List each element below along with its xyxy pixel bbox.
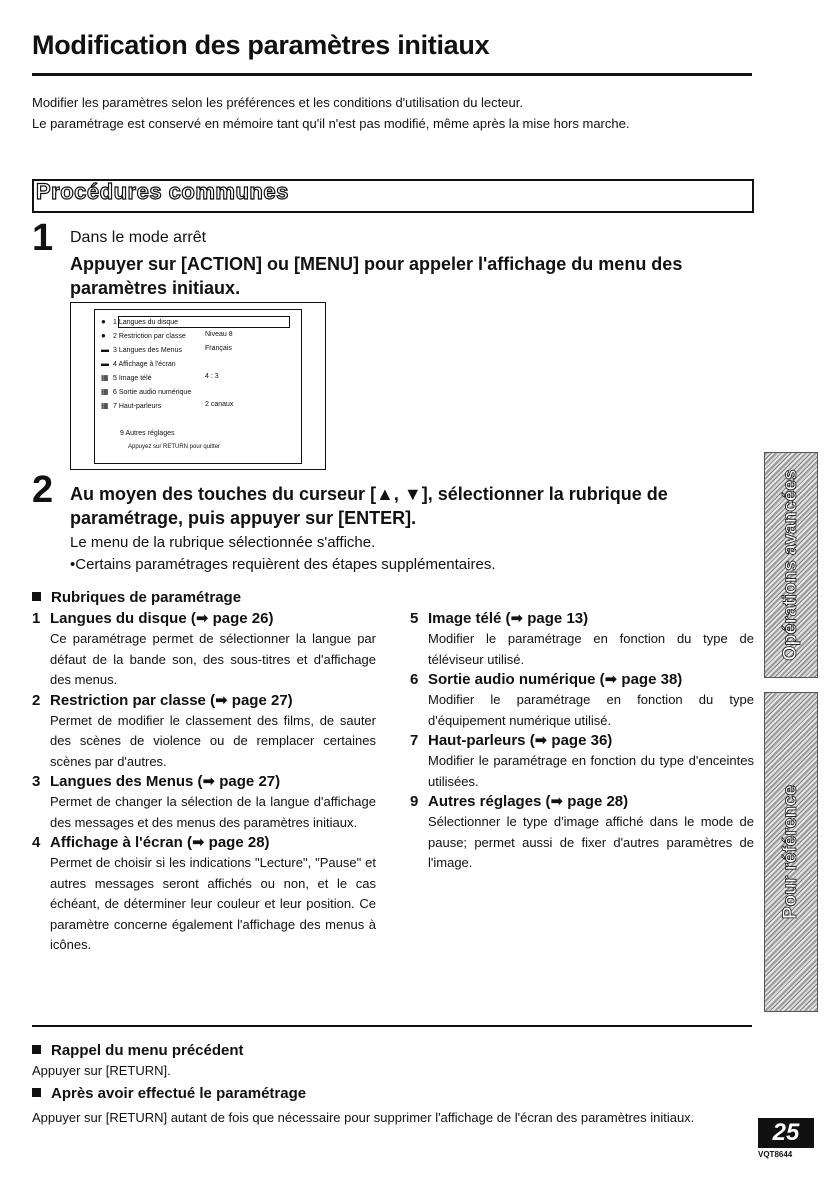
list-item: 6 Sortie audio numérique (➡ page 38) Modifier le paramétrage en fonction du type d'équipement numérique utilisé. (410, 671, 754, 728)
menu-icon: ▬ (101, 359, 109, 368)
document-code: VQT8644 (758, 1150, 793, 1159)
tv-icon: ▦ (101, 373, 109, 382)
rappel-text: Appuyer sur [RETURN]. (32, 1063, 171, 1078)
side-tab-label: Opérations avancées (780, 469, 801, 661)
step-1-pre: Dans le mode arrêt (70, 229, 207, 246)
step-2-note-2: •Certains paramétrages requièrent des étapes supplémentaires. (70, 556, 496, 573)
apres-text: Appuyer sur [RETURN] autant de fois que nécessaire pour supprimer l'affichage de l'écran des paramètres initiaux. (32, 1110, 695, 1125)
menu-row-4: ▬ 4 Affichage à l'écran (101, 359, 176, 368)
rubriques-left-column (32, 609, 376, 956)
intro-line-1: Modifier les paramètres selon les préférences et les conditions d'utilisation du lecteur. (32, 95, 523, 110)
side-tab-label: Pour référence (780, 784, 801, 920)
menu-row-other: 9 Autres réglages (120, 430, 175, 437)
step-2-instruction: Au moyen des touches du curseur [▲, ▼], sélectionner la rubrique de paramétrage, puis appuyer sur [ENTER]. (70, 484, 668, 528)
title-rule (32, 73, 752, 76)
disc-icon: ● (101, 317, 106, 326)
list-item: 1 Langues du disque (➡ page 26) Ce paramétrage permet de sélectionner la langue par défaut de la bande son, des sous-titres et d'affichage des menus. (32, 610, 376, 687)
list-item: 9 Autres réglages (➡ page 28) Sélectionner le type d'image affiché dans le mode de pause; permet aussi de fixer d'autres paramètres de l'image. (410, 793, 754, 870)
bullet-square-icon (32, 592, 41, 601)
step-1-instruction: Appuyer sur [ACTION] ou [MENU] pour appeler l'affichage du menu des paramètres initiaux. (70, 254, 683, 298)
menu-row-5: ▦ 5 Image télé 4 : 3 (101, 373, 219, 382)
tv-icon: ▦ (101, 387, 109, 396)
disc-icon: ● (101, 331, 106, 340)
menu-row-6: ▦ 6 Sortie audio numérique (101, 387, 192, 396)
list-item: 7 Haut-parleurs (➡ page 36) Modifier le paramétrage en fonction du type d'enceintes utilisées. (410, 732, 754, 789)
step-2-note-1: Le menu de la rubrique sélectionnée s'affiche. (70, 534, 376, 551)
tv-icon: ▦ (101, 401, 109, 410)
side-tab-operations-avancees (764, 452, 818, 678)
intro-line-2: Le paramétrage est conservé en mémoire tant qu'il n'est pas modifié, même après la mise hors marche. (32, 116, 630, 131)
procedures-label: Procédures communes (36, 179, 289, 204)
menu-icon: ▬ (101, 345, 109, 354)
apres-heading: Après avoir effectué le paramétrage (32, 1085, 306, 1102)
bottom-rule (32, 1025, 752, 1027)
page-title: Modification des paramètres initiaux (32, 30, 490, 60)
rubriques-heading: Rubriques de paramétrage (32, 589, 241, 606)
step-2-number: 2 (32, 469, 54, 511)
step-1-number: 1 (32, 217, 54, 259)
menu-footer: Appuyez sur RETURN pour quitter (128, 444, 221, 450)
list-item: 2 Restriction par classe (➡ page 27) Permet de modifier le classement des films, de sauter des scènes de violence ou de remplacer certaines scènes par d'autres. (32, 691, 376, 769)
rubriques-right-column (410, 609, 754, 874)
step-2-notes (70, 532, 496, 576)
rappel-heading: Rappel du menu précédent (32, 1042, 244, 1059)
side-tab-pour-reference (764, 692, 818, 1012)
bullet-square-icon (32, 1045, 41, 1054)
menu-row-7: ▦ 7 Haut-parleurs 2 canaux (101, 401, 234, 410)
list-item: 5 Image télé (➡ page 13) Modifier le paramétrage en fonction du type de téléviseur utilisé. (410, 610, 754, 667)
list-item: 4 Affichage à l'écran (➡ page 28) Permet de choisir si les indications "Lecture", "Pause" et autres messages seront affichés ou non, et le cas échéant, de déterminer leur couleur et leur position. Ce paramètre concerne également l'affichage des menus à icônes. (32, 834, 376, 952)
bullet-square-icon (32, 1088, 41, 1097)
list-item: 3 Langues des Menus (➡ page 27) Permet de changer la sélection de la langue d'affichage des messages et des menus des paramètres initiaux. (32, 773, 376, 830)
page-number: 25 (758, 1118, 814, 1148)
menu-row-1: ● 1 Langues du disque (101, 317, 178, 326)
menu-row-3: ▬ 3 Langues des Menus Français (101, 345, 232, 354)
menu-row-2: ● 2 Restriction par classe Niveau 8 (101, 331, 233, 340)
